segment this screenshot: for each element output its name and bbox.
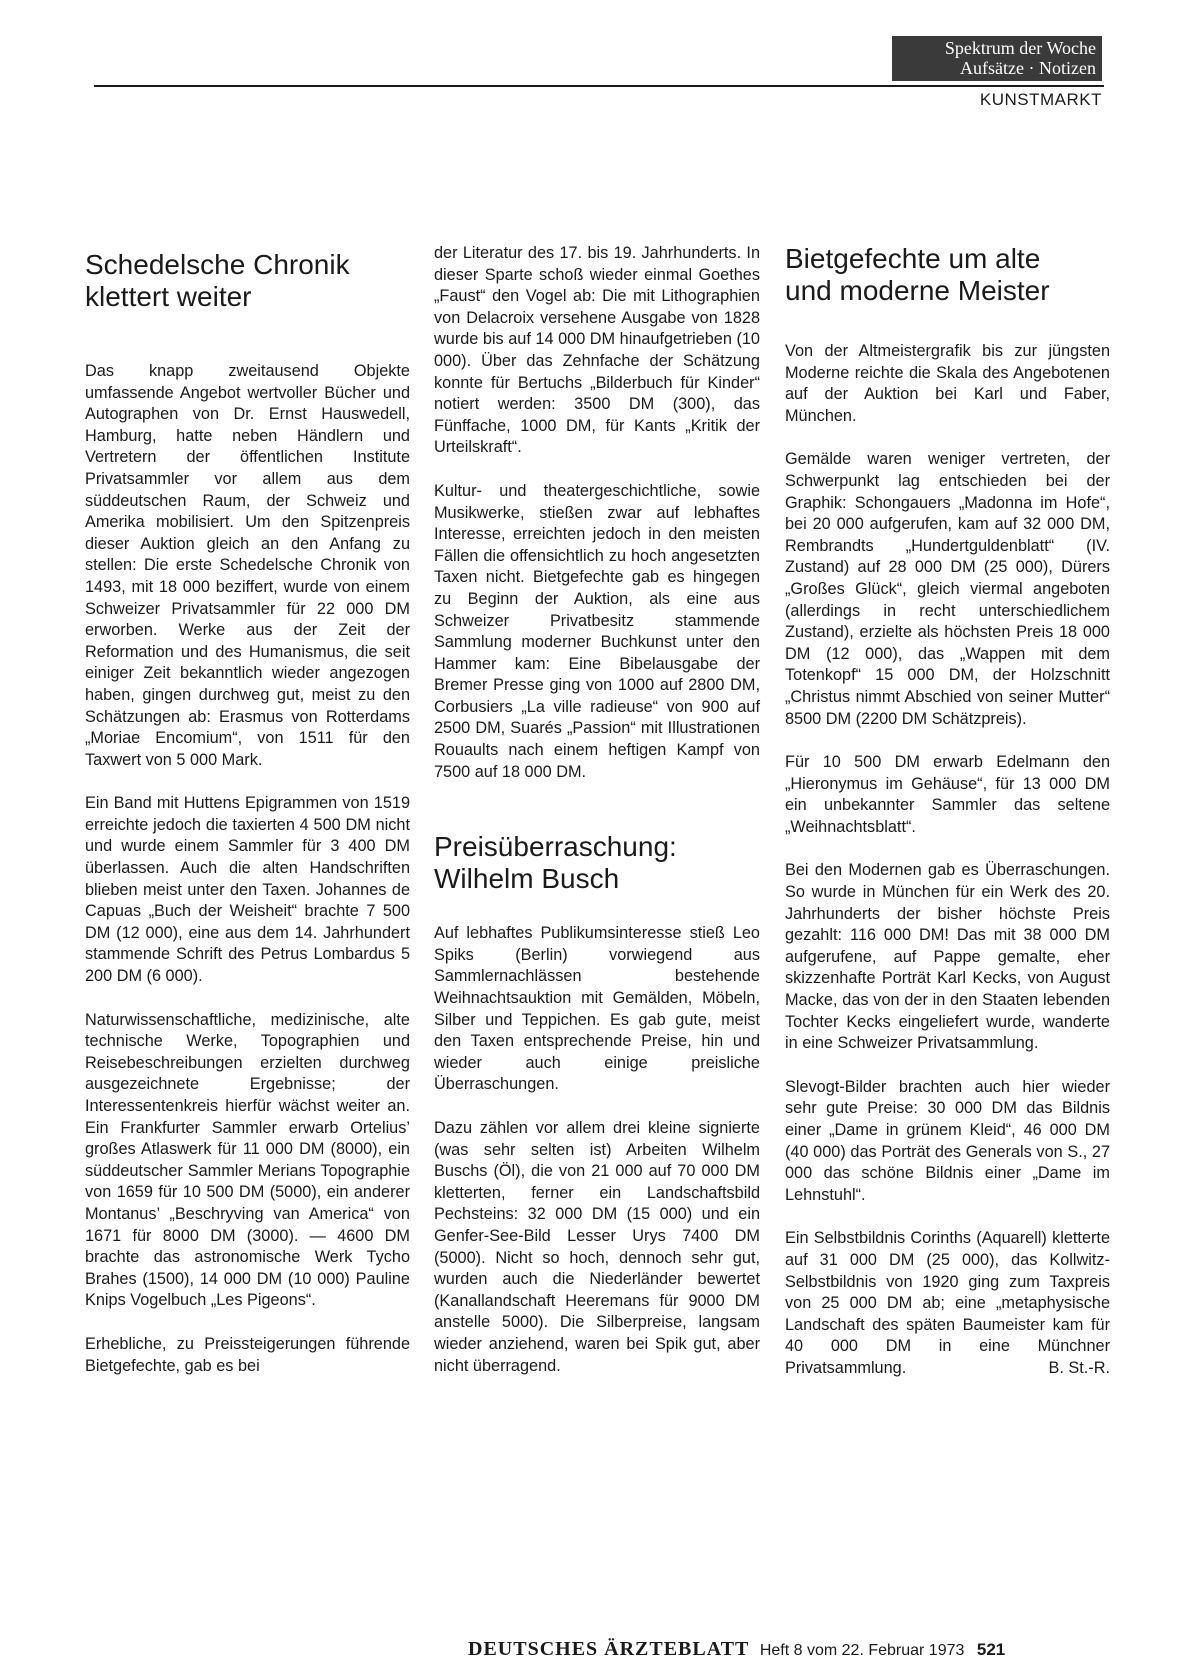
column-3 <box>785 243 1110 1402</box>
paragraph-text: Ein Selbstbildnis Corinths (Aquarell) kletterte auf 31 000 DM (25 000), das Kollwitz-Selbstbildnis von 1920 ging zum Taxpreis von 25 000 DM ab; eine „metaphysische Landschaft des späten Baumeister kam für 40 000 DM in eine Münchner Privatsammlung. <box>785 1229 1110 1377</box>
journal-name: DEUTSCHES ÄRZTEBLATT <box>468 1638 750 1660</box>
paragraph: Erhebliche, zu Preissteigerungen führende Bietgefechte, gab es bei <box>85 1334 410 1375</box>
header-rule <box>94 85 1104 87</box>
issue-info: Heft 8 vom 22. Februar 1973 <box>759 1642 965 1659</box>
badge-line-2: Aufsätze · Notizen <box>960 58 1096 78</box>
heading-line-1: Preisüberraschung: <box>434 831 677 863</box>
badge-line-1: Spektrum der Woche <box>944 38 1096 58</box>
paragraph: Kultur- und theatergeschichtliche, sowie Musikwerke, stießen zwar auf lebhaftes Interesse, erreichten jedoch in den meisten Fällen die offensichtlich zu hoch angesetzten Taxen nicht. Bietgefechte gab es hingegen zu Beginn der Auktion, als eine aus Schweizer Privatbesitz stammende Sammlung moderner Buchkunst unter den Hammer kam: Eine Bibelausgabe der Bremer Presse ging von 1000 auf 2800 DM, Corbusiers „La ville radieuse“ von 900 auf 2500 DM, Suarés „Passion“ mit Illustrationen Rouaults nach einem heftigen Kampf von 7500 auf 18 000 DM. <box>434 481 760 781</box>
author-signature: B. St.-R. <box>1048 1358 1110 1377</box>
column-1 <box>85 243 410 1399</box>
heading-line-1: Bietgefechte um alte <box>785 243 1041 274</box>
paragraph: Von der Altmeistergrafik bis zur jüngsten Moderne reichte die Skala des Angebotenen auf der Auktion bei Karl und Faber, München. <box>785 342 1110 425</box>
paragraph: Für 10 500 DM erwarb Edelmann den „Hieronymus im Gehäuse“, für 13 000 DM ein unbekannter Sammler das seltene „Weihnachtsblatt“. <box>785 753 1110 836</box>
article-heading-chronik <box>85 249 410 313</box>
page-number: 521 <box>976 1640 1006 1659</box>
page-footer <box>468 1638 1108 1661</box>
paragraph: Slevogt-Bilder brachten auch hier wieder sehr gute Preise: 30 000 DM das Bildnis einer „Dame in grünem Kleid“, 46 000 DM (40 000) das Porträt des Generals von S., 27 000 das schöne Bildnis einer „Dame im Lehnstuhl“. <box>785 1077 1110 1204</box>
paragraph: Naturwissenschaftliche, medizinische, alte technische Werke, Topographien und Reisebeschreibungen erzielten durchweg ausgezeichnete Ergebnisse; der Interessentenkreis hierfür wächst weiter an. Ein Frankfurter Sammler erwarb Ortelius’ großes Atlaswerk für 11 000 DM (8000), ein süddeutscher Sammler Merians Topographie von 1659 für 10 500 DM (5000), ein anderer Montanus’ „Beschryving van America“ von 1671 für 8000 DM (3000). — 4600 DM brachte das astronomische Werk Tycho Brahes (1500), 14 000 DM (10 000) Pauline Knips Vogelbuch „Les Pigeons“. <box>85 1010 410 1310</box>
heading-line-1: Schedelsche Chronik <box>85 249 350 280</box>
paragraph: Ein Band mit Huttens Epigrammen von 1519 erreichte jedoch die taxierten 4 500 DM nicht und wurde einem Sammler für 3 400 DM überlassen. Auch die alten Handschriften blieben meist unter den Taxen. Johannes de Capuas „Buch der Weisheit“ brachte 7 500 DM (12 000), eine aus dem 14. Jahrhundert stammende Schrift des Petrus Lombardus 5 200 DM (6 000). <box>85 794 410 986</box>
heading-line-2: Wilhelm Busch <box>434 863 620 895</box>
paragraph: Das knapp zweitausend Objekte umfassende Angebot wertvoller Bücher und Autographen von Dr. Ernst Hauswedell, Hamburg, hatte neben Händlern und Vertretern der öffentlichen Institute Privatsammler vor allem aus dem süddeutschen Raum, der Schweiz und Amerika mobilisiert. Um den Spitzenpreis dieser Auktion gleich an den Anfang zu stellen: Die erste Schedelsche Chronik von 1493, mit 18 000 beziffert, wurde von einem Schweizer Privatsammler für 22 000 DM erworben. Werke aus der Zeit der Reformation und des Humanismus, die seit einiger Zeit bekanntlich wieder angezogen haben, gingen durchweg gut, meist zu den Schätzungen ab: Erasmus von Rotterdams „Moriae Encomium“, von 1511 für den Taxwert von 5 000 Mark. <box>85 362 410 769</box>
paragraph-last <box>785 1228 1110 1379</box>
category-badge <box>892 36 1102 81</box>
article-heading-busch <box>434 831 760 895</box>
paragraph: Bei den Modernen gab es Überraschungen. So wurde in München für ein Werk des 20. Jahrhunderts der bisher höchste Preis gezahlt: 116 000 DM! Das mit 38 000 DM aufgerufene, auf Pappe gemalte, eher skizzenhafte Porträt Karl Kecks, von August Macke, das von der in den Staaten lebenden Tochter Kecks eingeliefert wurde, wanderte in eine Schweizer Privatsammlung. <box>785 861 1110 1053</box>
section-label: KUNSTMARKT <box>979 90 1102 109</box>
paragraph: Gemälde waren weniger vertreten, der Schwerpunkt lag entschieden bei der Graphik: Schongauers „Madonna im Hofe“, bei 20 000 aufgerufen, kam auf 32 000 DM, Rembrandts „Hundertguldenblatt“ (IV. Zustand) auf 28 000 DM (25 000), Dürers „Großes Glück“, gleich viermal angeboten (allerdings in recht unterschiedlichem Zustand), erzielte als höchsten Preis 18 000 DM (12 000), das „Wappen mit dem Totenkopf“ 15 000 DM, der Holzschnitt „Christus nimmt Abschied von seiner Mutter“ 8500 DM (2200 DM Schätzpreis). <box>785 450 1110 728</box>
article-heading-meister <box>785 243 1110 307</box>
paragraph: Dazu zählen vor allem drei kleine signierte (was sehr selten ist) Arbeiten Wilhelm Buschs (Öl), die von 21 000 auf 70 000 DM kletterten, ferner ein Landschaftsbild Pechsteins: 32 000 DM (15 000) und ein Genfer-See-Bild Lesser Urys 7400 DM (5000). Nicht so hoch, dennoch sehr gut, wurden auch die Niederländer bewertet (Kanallandschaft Heeremans für 9000 DM anstelle 5000). Die Silberpreise, langsam wieder anziehend, waren bei Spik gut, aber nicht überragend. <box>434 1119 760 1375</box>
heading-line-2: klettert weiter <box>85 281 252 312</box>
column-2 <box>434 243 760 1399</box>
paragraph: Auf lebhaftes Publikumsinteresse stieß Leo Spiks (Berlin) vorwiegend aus Sammlernachlässen bestehende Weihnachtsauktion mit Gemälden, Möbeln, Silber und Teppichen. Es gab gute, meist den Taxen entsprechende Preise, hin und wieder auch einige preisliche Überraschungen. <box>434 924 760 1094</box>
paragraph: der Literatur des 17. bis 19. Jahrhunderts. In dieser Sparte schoß wieder einmal Goethes „Faust“ den Vogel ab: Die mit Lithographien von Delacroix versehene Ausgabe von 1828 wurde bis auf 14 000 DM hinaufgetrieben (10 000). Über das Zehnfache der Schätzung konnte für Bertuchs „Bilderbuch für Kinder“ notiert werden: 3500 DM (300), das Fünffache, 1000 DM, für Kants „Kritik der Urteilskraft“. <box>434 244 760 457</box>
heading-line-2: und moderne Meister <box>785 275 1050 306</box>
